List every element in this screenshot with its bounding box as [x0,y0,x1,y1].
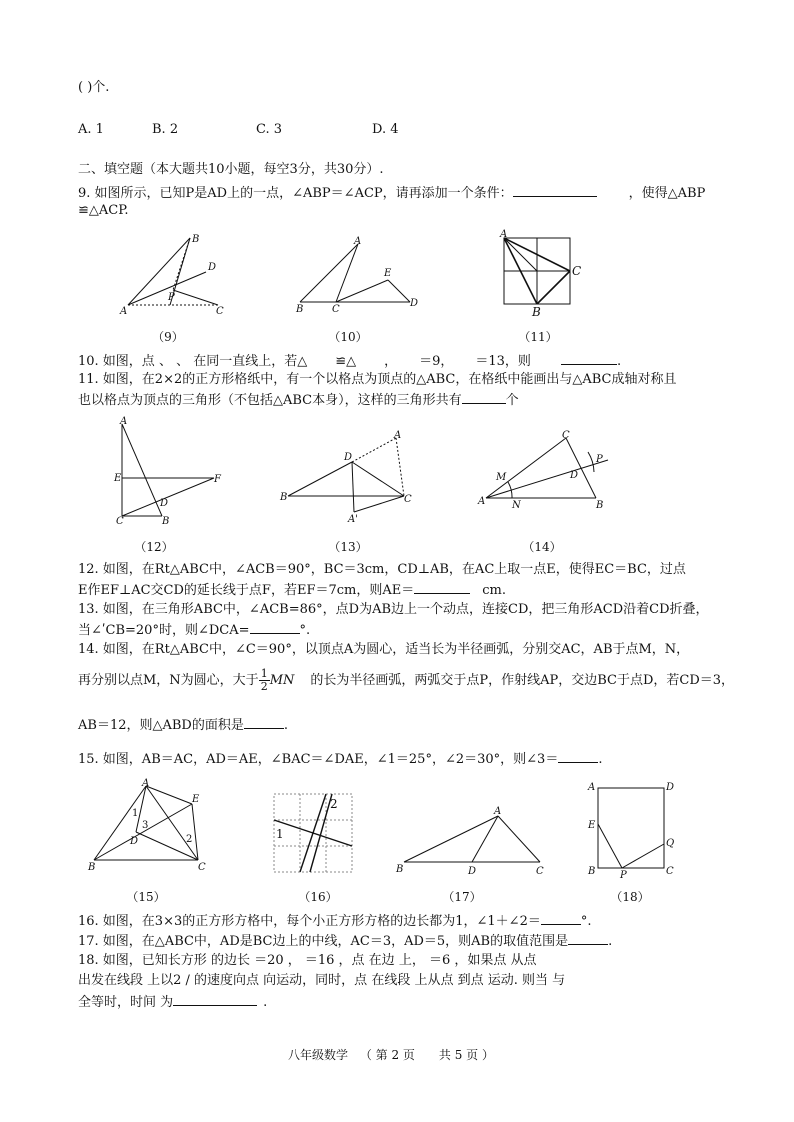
fig18-label: D [666,782,675,793]
q14-line1: 14. 如图，在Rt△ABC中，∠C＝90°，以顶点A为圆心，适当长为半径画弧，分别交AC，AB于点M，N， [78,642,690,657]
fig9-label: C [216,306,224,317]
q15-blank[interactable] [558,750,598,763]
fig9-label: P [168,292,175,303]
fig15-label: 3 [142,820,149,831]
q10-text-e: ＝13，则 [475,354,531,369]
q10-blank[interactable] [561,352,617,365]
q9-line2: ≌△ACP. [78,203,129,218]
fig9-line-ad [128,272,206,305]
footer-page: （ 第 2 页 共 5 页 ） [359,1048,495,1062]
q11-text-b: 个 [505,393,519,408]
fig17-label: B [396,864,404,875]
q17-blank[interactable] [568,932,608,945]
fig18-label: B [588,866,596,877]
fig17-label: D [468,866,477,877]
fig14-line-ac [486,438,566,498]
q14-fraction [259,668,270,693]
q12-blank[interactable] [414,581,470,594]
fig12-label: E [114,473,122,484]
fig17-line-ac [498,816,540,862]
fig9-label: B [192,234,200,245]
q13-line2 [78,621,310,639]
q10-text-c: ， [384,354,398,369]
q14-text-a: 再分别以点M，N为圆心，大于 [78,673,259,688]
q18-line3 [78,993,267,1011]
caption-17: （17） [442,890,482,904]
q14-text-c: AB＝12，则△ABD的面积是 [78,718,244,733]
fig11-line-bc [537,271,570,304]
fig9-label: A [120,306,128,317]
fig10-label: D [410,298,419,309]
footer [288,1046,494,1063]
fig15-label: A [142,778,150,789]
q17-text: 17. 如图，在△ABC中，AD是BC边上的中线，AC＝3，AD＝5，则AB的取值范围是 [78,934,569,949]
q14-text-b: 的长为半径画弧，两弧交于点P，作射线AP，交边BC于点D，若CD＝3， [310,673,735,688]
fig18-rect [598,788,664,868]
section-title: 二、填空题（本大题共10小题，每空3分，共30分）. [78,162,384,177]
caption-14: （14） [522,540,562,554]
q12-text-b: cm. [482,583,506,598]
figure-14 [478,430,618,514]
q9-line1 [78,184,705,202]
q11-text: 也以格点为顶点的三角形（不包括△ABC本身），这样的三角形共有 [78,393,462,408]
q10-text-b: ≌△ [335,354,357,369]
fig14-label: B [596,500,604,511]
q18-line2: 出发在线段 上以2 / 的速度向点 向运动，同时，点 在线段 上从点 到点 运动. 则当 与 [78,973,566,988]
fig11-line-diag [504,238,537,271]
fig14-label: N [512,500,521,511]
fig10-label: C [332,304,340,315]
q10-line [78,352,621,370]
fig10-label: E [384,268,392,279]
fig13-line-da2 [352,462,354,512]
fig15-label: B [88,862,96,873]
fig13-label: B [280,492,288,503]
figure-11 [498,228,588,318]
fig15-label: 2 [186,834,193,845]
q9-blank[interactable] [513,184,597,197]
caption-18: （18） [610,890,650,904]
fig14-label: P [596,454,603,465]
fig12-line-cf [122,478,214,516]
fig14-label: C [562,430,570,441]
fig15-label: E [192,794,200,805]
fig10-line-ce [336,280,388,302]
fig13-label: A [394,430,402,441]
fig13-line-ac [396,438,404,496]
fig14-arc-p [588,452,594,472]
q14-line3 [78,716,288,734]
q9-text: 9. 如图所示，已知P是AD上的一点，∠ABP＝∠ACP，请再添加一个条件： [78,186,513,201]
fig10-line-ba [300,244,358,302]
figure-18 [588,778,684,881]
q12-line1: 12. 如图，在Rt△ABC中，∠ACB＝90°，BC＝3cm，CD⊥AB，在AC上取一点E，使得EC＝BC，过点 [78,562,686,577]
fig9-line-ab [128,238,190,305]
q16-text: 16. 如图，在3×3的正方形方格中，每个小正方形方格的边长都为1，∠1＋∠2＝ [78,914,541,929]
figure-10 [292,236,422,316]
q13-text-b: °. [299,623,311,638]
fig11-label: B [532,305,541,319]
figure-16 [272,792,356,876]
fig13-line-bd [288,462,352,496]
q15-text: 15. 如图，AB＝AC，AD＝AE，∠BAC＝∠DAE，∠1＝25°，∠2＝30°，则∠3＝ [78,752,559,767]
fig13-label: C [404,494,412,505]
footer-subject: 八年级数学 [288,1048,349,1062]
fig10-line-ed [388,280,410,302]
q14-text-d: . [283,718,288,733]
q17-text-b: . [608,934,613,949]
q13-line1: 13. 如图，在三角形ABC中，∠ACB=86°，点D为AB边上一个动点，连接CD，把三角形ACD沿着CD折叠， [78,602,709,617]
fig18-label: P [620,870,627,881]
fig15-label: D [130,836,139,847]
fig10-line-ac [336,244,358,302]
q11-blank[interactable] [462,391,506,404]
q10-text-f: . [616,354,622,369]
fig9-label: D [208,262,217,273]
fig11-label: A [500,229,508,240]
fig14-label: A [478,496,486,507]
fig9-line-pc [173,290,218,305]
q18-line1: 18. 如图，已知长方形 的边长 ＝20 ， ＝16 ，点 在边 上， ＝6 ，如果点 从点 [78,953,537,968]
q8-option-d: D. 4 [372,122,399,137]
fig18-line-ep [598,824,622,868]
q8-option-a: A. 1 [78,122,104,137]
fig18-label: Q [666,838,675,849]
fig18-label: C [666,866,674,877]
fig17-label: A [494,806,502,817]
caption-15: （15） [126,890,166,904]
q18-blank[interactable] [173,993,257,1006]
figure-9 [118,232,228,322]
figure-13 [280,428,420,528]
fig15-line-ec [192,804,198,860]
q15-text-b: . [598,752,603,767]
fig16-label: 2 [330,797,338,811]
fig13-label: A' [348,514,358,525]
caption-12: （12） [134,540,174,554]
fig16-label: 1 [276,827,284,841]
fig15-label: 1 [132,808,139,819]
caption-16: （16） [298,890,338,904]
q16-blank[interactable] [541,912,581,925]
caption-9: （9） [152,330,184,344]
q12-text: E作EF⊥AC交CD的延长线于点F，若EF＝7cm，则AE＝ [78,583,415,598]
q11-line1: 11. 如图，在2×2的正方形格纸中，有一个以格点为顶点的△ABC，在格纸中能画出与△ABC成轴对称且 [78,372,677,387]
figure-15 [86,778,216,872]
caption-13: （13） [328,540,368,554]
q14-mn: MN [269,673,295,688]
q8-option-b: B. 2 [152,122,179,137]
fig18-label: A [588,782,596,793]
q18-text-b: . [263,995,268,1010]
q10-text-d: ＝9， [419,354,454,369]
fig12-label: F [214,474,221,485]
caption-11: （11） [518,330,558,344]
fig10-label: B [296,304,304,315]
fig14-label: M [496,472,507,483]
fig13-line-dc [352,462,404,496]
q15-line1 [78,750,602,768]
fig12-label: C [116,516,124,527]
caption-10: （10） [328,330,368,344]
fig18-label: E [588,820,596,831]
fig18-line-pq [622,844,664,868]
fig15-line-ac [146,786,198,860]
fig16-line-3 [274,820,352,846]
q10-text-a: 10. 如图，点 、 、 在同一直线上，若△ [78,354,308,369]
q16-text-b: °. [580,914,592,929]
fig10-label: A [354,236,362,247]
fig13-line-da [352,438,396,462]
q12-line2 [78,581,506,599]
q11-line2 [78,391,519,409]
q13-blank[interactable] [250,621,300,634]
figure-17 [394,804,550,876]
q14-line2 [78,668,734,694]
fraction-denominator: 2 [260,680,268,693]
fraction-numerator: 1 [260,667,268,680]
q14-blank[interactable] [244,716,284,729]
q13-text: 当∠ʹCB=20°时，则∠DCA= [78,623,250,638]
fig13-label: D [344,452,353,463]
fig17-line-ba [404,816,498,862]
q9-text-b: ，使得△ABP [628,186,706,201]
fig17-label: C [536,866,544,877]
fig11-label: C [572,264,582,278]
fig13-line-a2c [354,496,404,512]
fig15-line-be [94,804,192,860]
q8-tail: ( )个. [78,80,110,95]
fig12-label: A [120,416,128,427]
fig12-label: B [162,516,170,527]
figure-12 [112,414,222,526]
fig12-label: D [160,498,169,509]
q16-line1 [78,912,591,930]
q18-text: 全等时，时间 为 [78,995,174,1010]
q8-option-c: C. 3 [256,122,283,137]
q17-line1 [78,932,612,950]
fig14-label: D [570,470,579,481]
fig15-label: C [198,862,206,873]
